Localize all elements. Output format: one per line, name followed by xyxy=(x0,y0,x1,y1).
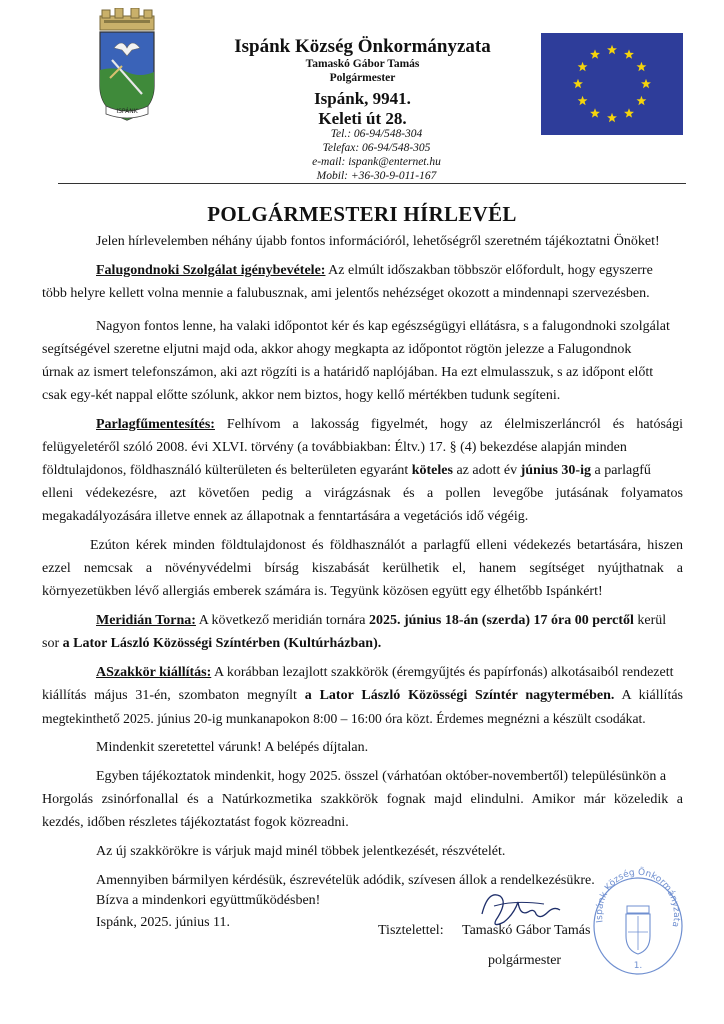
szakkor-line-5: Egyben tájékoztatok mindenkit, hogy 2025. összel (várhatóan október-novembertől) településünkön a xyxy=(96,769,667,784)
falugondnoki-line-5: úrnak az ismert telefonszámon, aki azt rögzíti is a határidő naplójában. Ha ezt elmulasszuk, s az időpont előtt xyxy=(42,365,654,380)
falugondnoki-line-3: Nagyon fontos lenne, ha valaki időpontot kér és kap egészségügyi ellátásra, s a falugondnoki szolgálat xyxy=(96,319,670,334)
szakkor-line-1: ASzakkör kiállítás: A korábban lezajlott szakkörök (éremgyűjtés és papírfonás) alkotásaiból rendezett xyxy=(96,665,674,680)
torna-line-2: sor a Lator László Közösségi Színtérben (Kultúrházban). xyxy=(42,636,382,651)
email: e-mail: ispank@enternet.hu xyxy=(312,156,441,168)
svg-text:ISPÁNK: ISPÁNK xyxy=(116,108,138,115)
date-line: Ispánk, 2025. június 11. xyxy=(96,915,231,930)
closing-line-2: Bízva a mindenkori együttműködésben! xyxy=(96,893,321,908)
szakkor-line-7: kezdés, időben részletes tájékoztatást fogok közreadni. xyxy=(42,815,349,830)
address-line-1: Ispánk, 9941. xyxy=(314,89,411,108)
falugondnoki-line-6: csak egy-két nappal előtte szólunk, akkor nem biztos, hogy kellő mértékben tudunk segíteni. xyxy=(42,388,561,403)
newsletter-title: POLGÁRMESTERI HÍRLEVÉL xyxy=(207,202,517,226)
szakkor-line-8: Az új szakkörökre is várjuk majd minél többek jelentkezését, részvételét. xyxy=(96,844,506,859)
regards-label: Tisztelettel: xyxy=(378,923,444,938)
address-line-2: Keleti út 28. xyxy=(318,109,407,128)
parlagfu-line-8: környezetükben lévő allergiás emberek számára is. Tegyünk közösen együtt egy élhetőbb Ispánkért! xyxy=(42,584,603,599)
intro-text: Jelen hírlevelemben néhány újabb fontos információról, lehetőségről szeretném tájékoztatni Önöket! xyxy=(96,234,660,249)
falugondnoki-heading: Falugondnoki Szolgálat igénybevétele: xyxy=(96,263,326,278)
falugondnoki-line-4: segítségével szeretne eljutni majd oda, akkor ahogy megkapta az időpontot rögtön jelezze a Falugondnok xyxy=(42,342,632,357)
telefax: Telefax: 06-94/548-305 xyxy=(322,142,431,154)
torna-line-1: Meridián Torna: A következő meridián tornára 2025. június 18-án (szerda) 17 óra 00 perctől kerül xyxy=(96,613,667,628)
closing-line-1: Amennyiben bármilyen kérdésük, észrevételük adódik, szívesen állok a rendelkezésükre. xyxy=(96,873,595,888)
parlagfu-line-3: földtulajdonos, földhasználó külterületen és belterületen egyaránt köteles az adott év június 30-ig a parlagfű xyxy=(42,463,651,478)
parlagfu-line-5: megakadályozására illetve ennek az állapotnak a fenntartására a vegetációs idő végéig. xyxy=(42,509,529,524)
parlagfu-line-2: felügyeletéről szóló 2008. évi XLVI. törvény (a továbbiakban: Éltv.) 17. § (4) bekezdése alapján minden xyxy=(42,440,627,455)
mayor-name: Tamaskó Gábor Tamás xyxy=(305,58,420,70)
stamp-text: Ispánk Község Önkormányzata xyxy=(594,867,682,929)
parlagfu-line-1: Parlagfűmentesítés: Felhívom a lakosság figyelmét, hogy az élelmiszerláncról és hatósági xyxy=(96,417,683,432)
stamp-number: 1. xyxy=(633,961,643,971)
eu-flag-logo xyxy=(541,33,683,135)
szakkor-line-4: Mindenkit szeretettel várunk! A belépés díjtalan. xyxy=(96,740,369,755)
parlagfu-line-4: elleni védekezésre, azt követően pedig a virágzásnak és a pollen levegőbe jutásának folyamatos xyxy=(42,486,683,501)
official-stamp xyxy=(590,866,686,978)
parlagfu-line-7: ezzel nemcsak a növényvédelmi bírság kiszabását kerülhetik el, hanem segítséget nyújthatnak a xyxy=(42,561,683,576)
signer-name: Tamaskó Gábor Tamás xyxy=(462,923,591,938)
falugondnoki-line-1: Falugondnoki Szolgálat igénybevétele: Az elmúlt időszakban többször előfordult, hogy egyszerre xyxy=(96,263,653,278)
torna-heading: Meridián Torna: xyxy=(96,613,196,628)
parlagfu-line-6: Ezúton kérek minden földtulajdonost és földhasználót a parlagfű elleni védekezés betartására, hiszen xyxy=(90,538,683,553)
signer-title: polgármester xyxy=(488,953,562,968)
szakkor-line-2: kiállítás május 31-én, szombaton megnyílt a Lator László Közösségi Színtér nagytermében. A kiállítás xyxy=(42,688,683,703)
parlagfu-heading: Parlagfűmentesítés: xyxy=(96,417,215,432)
telephone: Tel.: 06-94/548-304 xyxy=(330,128,423,140)
coat-of-arms-logo xyxy=(96,8,158,126)
mobile: Mobil: +36-30-9-011-167 xyxy=(316,170,437,182)
organization-name: Ispánk Község Önkormányzata xyxy=(234,36,491,57)
handwritten-signature xyxy=(474,884,564,936)
szakkor-line-3: megtekinthető 2025. június 20-ig munkanapokon 8:00 – 16:00 óra közt. Érdemes megnézni a készült csodákat. xyxy=(42,711,646,726)
falugondnoki-line-2: több helyre kellett volna mennie a falubusznak, ami jelentős nehézséget okozott a mindennapi szervezésben. xyxy=(42,286,650,301)
mayor-title: Polgármester xyxy=(329,72,396,84)
szakkor-line-6: Horgolás zsinórfonallal és a Natúrkozmetika szakkörök fognak majd elindulni. Amikor már közeledik a xyxy=(42,792,683,807)
header-divider xyxy=(58,183,686,184)
szakkor-heading: ASzakkör kiállítás: xyxy=(96,665,212,680)
